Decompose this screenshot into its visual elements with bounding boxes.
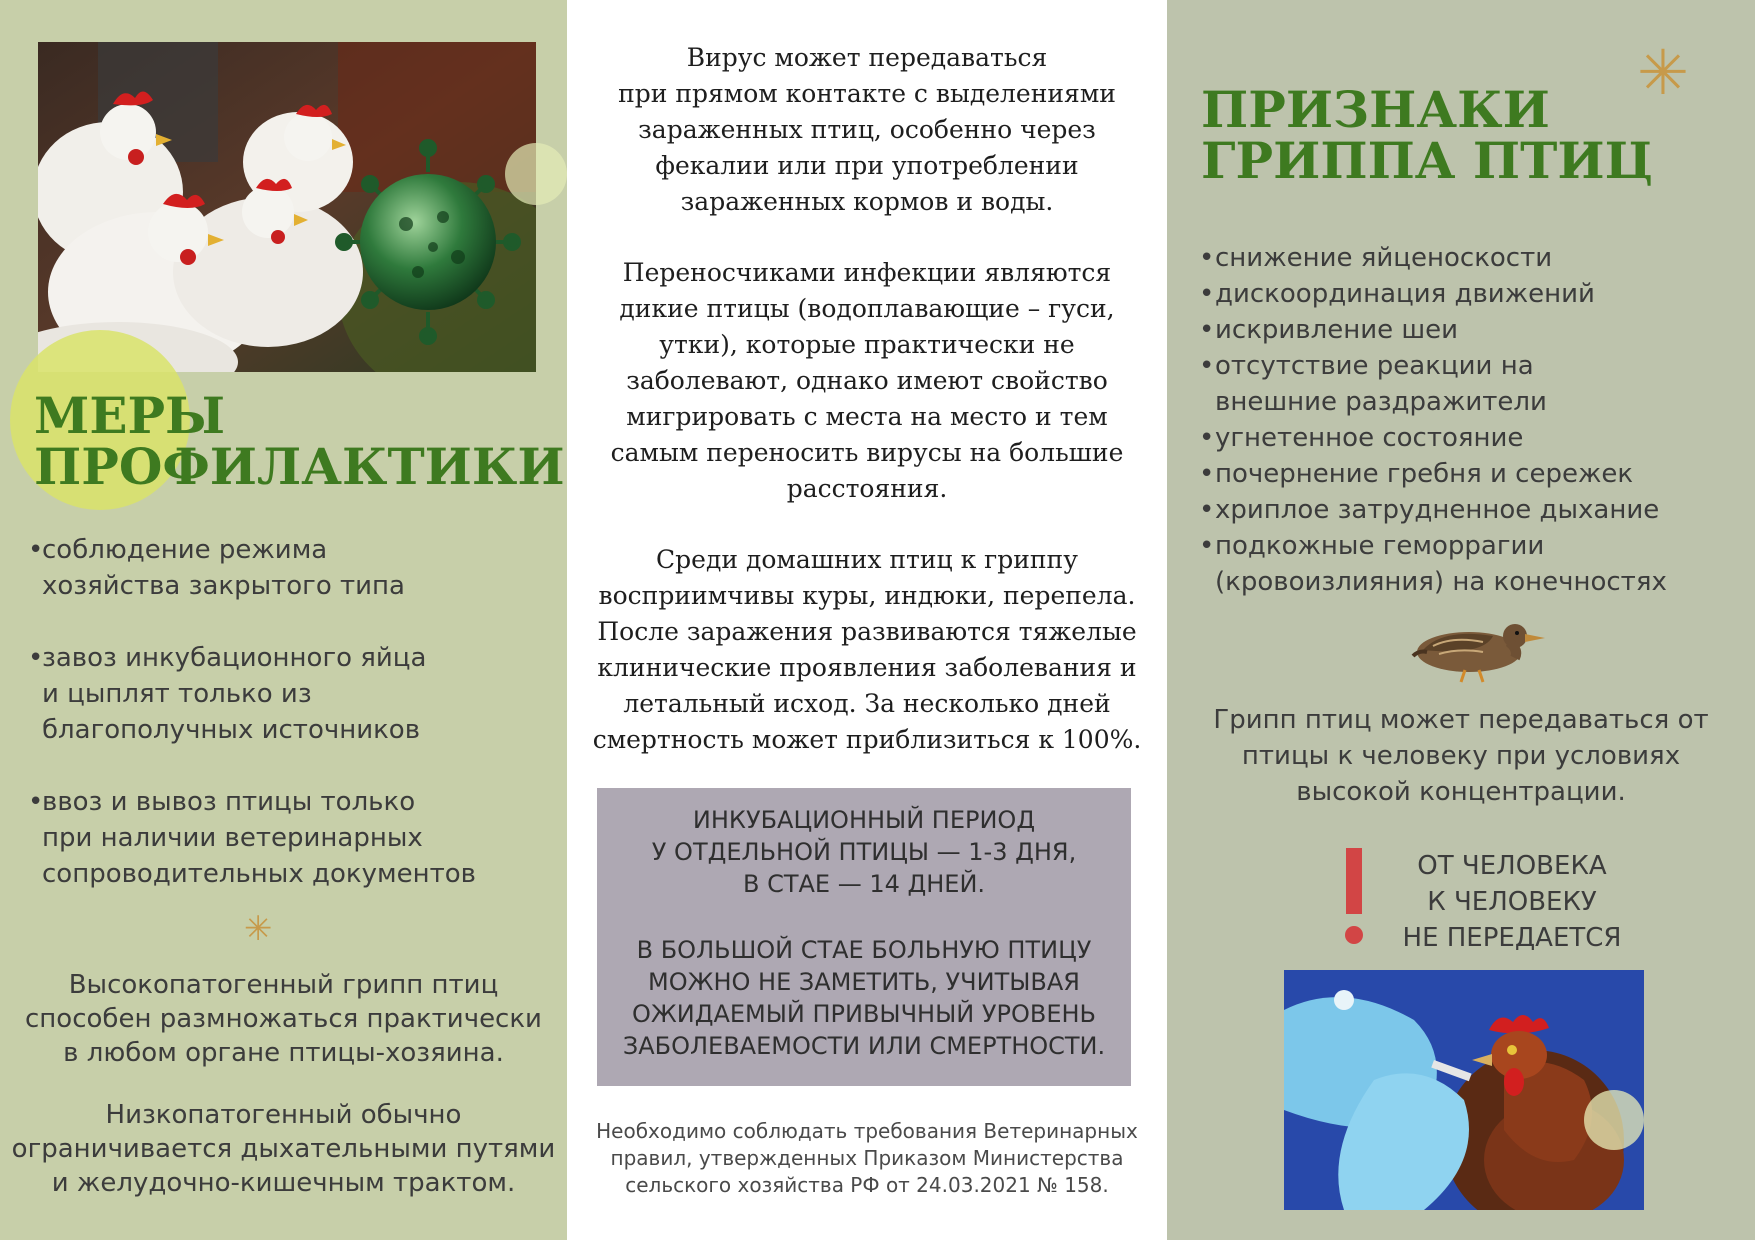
duck-illustration [1403,612,1549,684]
carriers-paragraph: Переносчиками инфекции являются дикие птицы (водоплавающие – гуси, утки), которые практически не заболевают, однако имеют свойство мигрировать с места на место и тем самым переносить вирусы на большие расстояния. [610,258,1124,503]
incubation-info-box [597,788,1131,1086]
hpai-paragraph: Высокопатогенный грипп птиц способен размножаться практически в любом органе птицы-хозяина. [25,970,542,1068]
right-panel [1167,0,1755,1240]
no-human-transmission-warning: ОТ ЧЕЛОВЕКА К ЧЕЛОВЕКУ НЕ ПЕРЕДАЕТСЯ [1402,851,1622,953]
symptoms-list [1199,240,1667,600]
duck-icon [1403,612,1549,684]
symptom-item: • хриплое затрудненное дыхание [1199,495,1660,525]
incubation-period-text: ИНКУБАЦИОННЫЙ ПЕРИОД У ОТДЕЛЬНОЙ ПТИЦЫ — 1-3 ДНЯ, В СТАЕ — 14 ДНЕЙ. [651,806,1077,898]
symptom-item: • почернение гребня и сережек [1199,459,1634,489]
chickens-virus-photo [38,42,536,372]
prevention-item: • завоз инкубационного яйца и цыплят только из благополучных источников [28,643,427,745]
transmission-paragraph: Вирус может передаваться при прямом контакте с выделениями зараженных птиц, особенно через фекалии или при употреблении зараженных кормов и воды. [618,43,1116,216]
symptom-item: • искривление шеи [1199,315,1459,345]
chickens-virus-illustration [38,42,536,372]
star-icon: ✳ [1637,36,1689,109]
prevention-heading: МЕРЫ ПРОФИЛАКТИКИ [34,386,565,496]
exclamation-icon [1342,848,1366,948]
prevention-item: • ввоз и вывоз птицы только при наличии ветеринарных сопроводительных документов [28,787,476,889]
symptom-item: • подкожные геморрагии (кровоизлияния) на конечностях [1199,531,1667,597]
star-icon: ✳ [244,909,273,949]
symptom-item: • снижение яйценоскости [1199,243,1553,273]
domestic-birds-paragraph: Среди домашних птиц к гриппу восприимчивы куры, индюки, перепела. После заражения развиваются тяжелые клинические проявления заболевания и летальный исход. За несколько дней смертность может приблизиться к 100%. [592,545,1142,754]
chicken-vaccination-illustration [1284,970,1644,1210]
prevention-list [28,532,476,892]
lpai-paragraph: Низкопатогенный обычно ограничивается дыхательными путями и желудочно-кишечным трактом. [11,1100,556,1198]
accent-circle-small [505,143,567,205]
left-panel [0,0,567,1240]
flock-detection-text: В БОЛЬШОЙ СТАЕ БОЛЬНУЮ ПТИЦУ МОЖНО НЕ ЗАМЕТИТЬ, УЧИТЫВАЯ ОЖИДАЕМЫЙ ПРИВЫЧНЫЙ УРОВЕНЬ ЗАБОЛЕВАЕМОСТИ ИЛИ СМЕРТНОСТИ. [622,936,1106,1060]
vaccination-photo [1284,970,1644,1210]
prevention-item: • соблюдение режима хозяйства закрытого типа [28,535,405,601]
symptom-item: • отсутствие реакции на внешние раздражители [1199,351,1547,417]
symptom-item: • угнетенное состояние [1199,423,1524,453]
human-transmission-paragraph: Грипп птиц может передаваться от птицы к человеку при условиях высокой концентрации. [1213,705,1709,807]
symptoms-heading: ПРИЗНАКИ ГРИППА ПТИЦ [1201,80,1653,190]
symptom-item: • дискоординация движений [1199,279,1595,309]
regulation-footer: Необходимо соблюдать требования Ветеринарных правил, утвержденных Приказом Министерства сельского хозяйства РФ от 24.03.2021 № 158. [596,1119,1138,1197]
